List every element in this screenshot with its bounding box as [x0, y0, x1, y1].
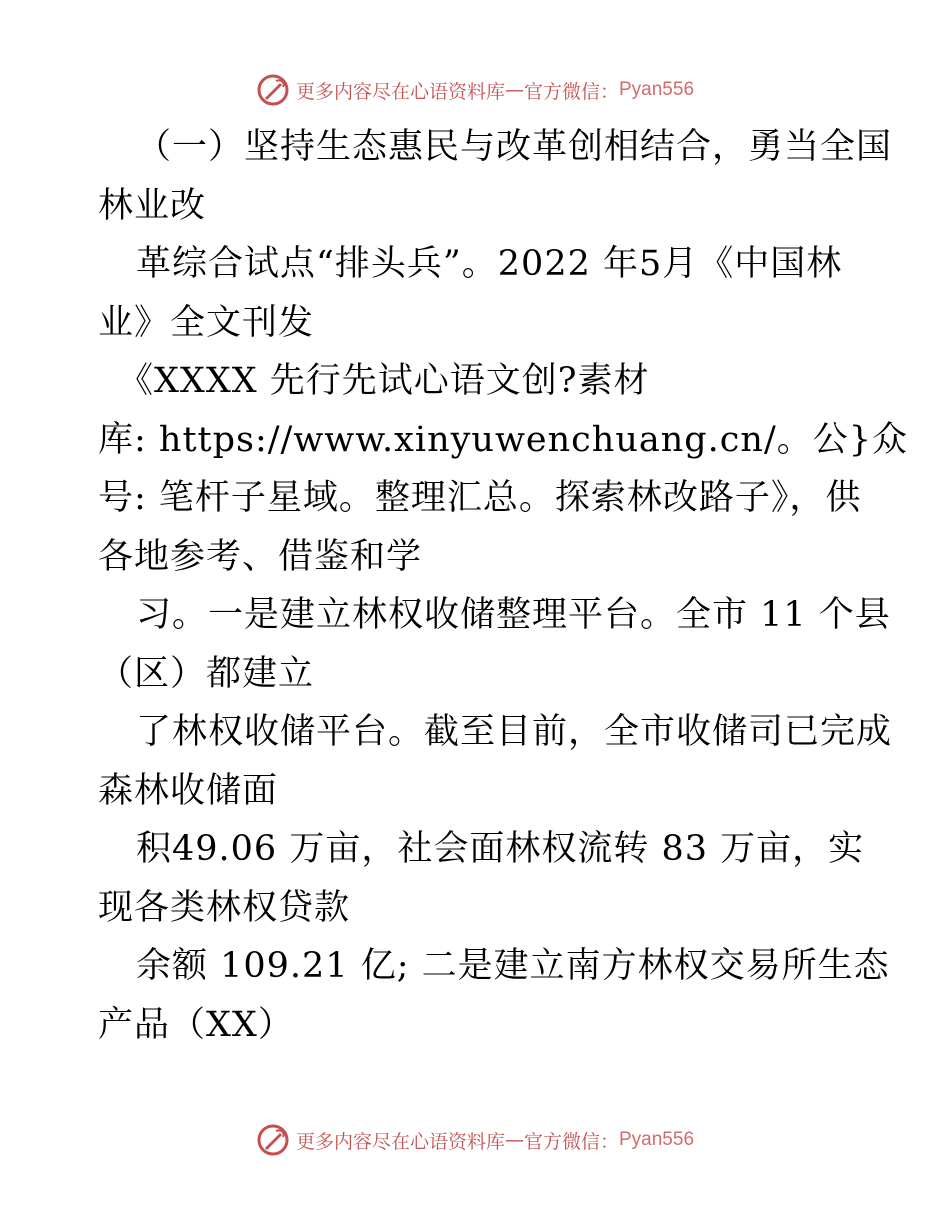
text-line: 革综合试点“排头兵”。2022 年5月《中国林 [136, 244, 843, 284]
text-line: （一）坚持生态惠民与改革创相结合，勇当全国 [136, 127, 893, 167]
text-line: 各地参考、借鉴和学 [98, 536, 423, 577]
text-line: 了林权收储平台。截至目前，全市收储司已完成 [136, 712, 893, 752]
text-line: 森林收储面 [98, 770, 279, 811]
watermark-wechat-label: 官方微信： [523, 80, 619, 103]
watermark-wechat-id: Pyan556 [619, 79, 695, 100]
text-line: 林业改 [98, 185, 207, 226]
watermark-text: 更多内容尽在心语资料库 [295, 80, 505, 103]
text-line: （区）都建立 [98, 653, 315, 694]
text-line: 业》全文刊发 [98, 302, 315, 343]
text-line: 库: https://www.xinyuwenchuang.cn/。公}众 [98, 419, 909, 460]
watermark-wechat-id: Pyan556 [619, 1129, 695, 1150]
text-line: 积49.06 万亩，社会面林权流转 83 万亩，实 [136, 829, 865, 869]
text-line: 现各类林权贷款 [98, 887, 351, 928]
watermark-dash: — [504, 79, 524, 101]
text-line: 《XXXX 先行先试心语文创?素材 [118, 361, 650, 401]
text-line: 产品（XX） [98, 1004, 294, 1045]
watermark-wechat-label: 官方微信： [523, 1130, 619, 1153]
watermark-text: 更多内容尽在心语资料库 [295, 1130, 505, 1153]
document-body [98, 118, 909, 1054]
text-line: 余额 109.21 亿; 二是建立南方林权交易所生态 [136, 946, 890, 986]
footer-watermark [0, 1120, 950, 1160]
header-watermark [0, 70, 950, 110]
quill-logo-icon [256, 73, 290, 107]
watermark-dash: — [504, 1129, 524, 1151]
text-line: 习。一是建立林权收储整理平台。全市 11 个县 [136, 595, 891, 635]
text-line: 号: 笔杆子星域。整理汇总。探索林改路子》，供 [98, 478, 862, 518]
quill-logo-icon [256, 1123, 290, 1157]
